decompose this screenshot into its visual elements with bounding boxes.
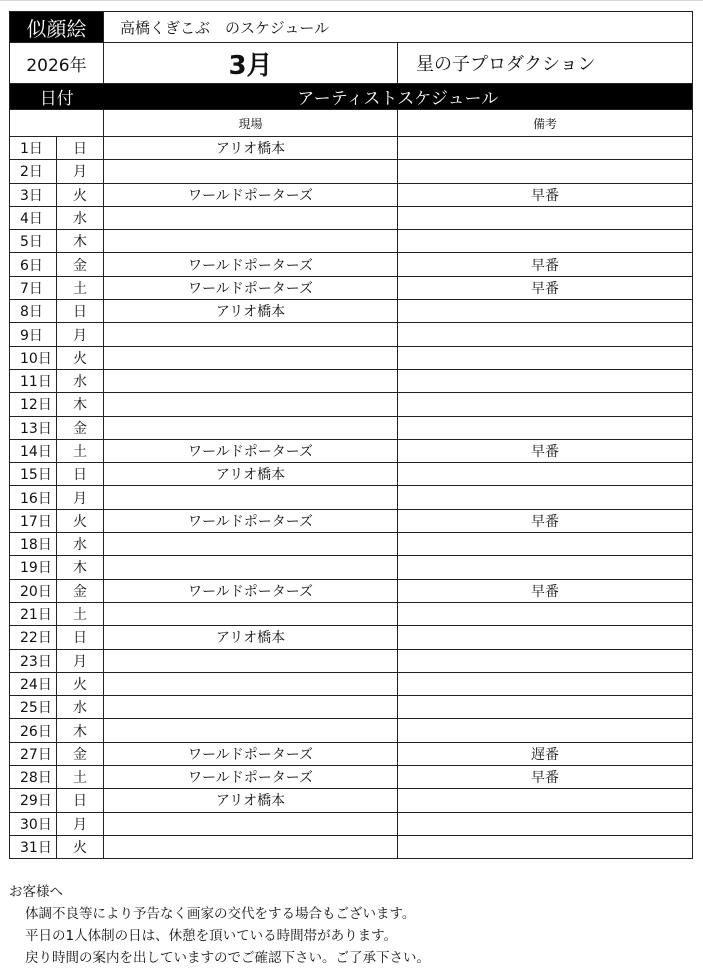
place-cell: アリオ橋本 [104, 626, 398, 649]
note-cell [398, 416, 693, 439]
weekday-cell: 火 [57, 672, 104, 695]
day-cell: 12日 [10, 393, 57, 416]
place-cell [104, 230, 398, 253]
day-cell: 5日 [10, 230, 57, 253]
day-cell: 21日 [10, 602, 57, 625]
column-header-row [10, 110, 693, 137]
day-row [10, 579, 693, 602]
weekday-cell: 日 [57, 626, 104, 649]
note-cell [398, 696, 693, 719]
place-cell: アリオ橋本 [104, 300, 398, 323]
place-cell: ワールドポーターズ [104, 766, 398, 789]
day-row [10, 206, 693, 229]
agency-name: 星の子プロダクション [398, 43, 693, 84]
day-cell: 10日 [10, 346, 57, 369]
day-row [10, 439, 693, 462]
day-row [10, 835, 693, 858]
note-cell [398, 323, 693, 346]
weekday-cell: 金 [57, 253, 104, 276]
day-row [10, 649, 693, 672]
day-row [10, 346, 693, 369]
weekday-cell: 火 [57, 183, 104, 206]
day-cell: 29日 [10, 789, 57, 812]
place-cell: ワールドポーターズ [104, 579, 398, 602]
day-cell: 16日 [10, 486, 57, 509]
place-cell [104, 416, 398, 439]
note-cell: 早番 [398, 579, 693, 602]
weekday-cell: 水 [57, 369, 104, 392]
header-row [10, 12, 693, 43]
note-cell [398, 486, 693, 509]
weekday-cell: 土 [57, 439, 104, 462]
day-cell: 7日 [10, 276, 57, 299]
day-row [10, 742, 693, 765]
note-cell [398, 393, 693, 416]
day-cell: 3日 [10, 183, 57, 206]
place-cell [104, 206, 398, 229]
weekday-cell: 火 [57, 835, 104, 858]
weekday-cell: 木 [57, 230, 104, 253]
customer-notice [9, 881, 692, 969]
weekday-cell: 火 [57, 509, 104, 532]
day-row [10, 486, 693, 509]
note-cell [398, 137, 693, 160]
date-column-label: 日付 [10, 84, 104, 110]
schedule-title: アーティストスケジュール [104, 84, 693, 110]
note-cell [398, 789, 693, 812]
note-cell: 早番 [398, 183, 693, 206]
weekday-cell: 月 [57, 812, 104, 835]
day-cell: 8日 [10, 300, 57, 323]
day-cell: 1日 [10, 137, 57, 160]
day-cell: 18日 [10, 533, 57, 556]
notice-line: 体調不良等により予告なく画家の交代をする場合もございます。 [25, 906, 416, 922]
day-row [10, 509, 693, 532]
note-cell [398, 719, 693, 742]
day-cell: 11日 [10, 369, 57, 392]
weekday-cell: 土 [57, 602, 104, 625]
weekday-cell: 土 [57, 276, 104, 299]
place-cell [104, 696, 398, 719]
day-cell: 4日 [10, 206, 57, 229]
day-row [10, 533, 693, 556]
weekday-cell: 月 [57, 486, 104, 509]
weekday-cell: 日 [57, 789, 104, 812]
day-row [10, 556, 693, 579]
weekday-cell: 水 [57, 696, 104, 719]
place-cell [104, 649, 398, 672]
note-cell [398, 463, 693, 486]
place-cell [104, 556, 398, 579]
place-cell: アリオ橋本 [104, 137, 398, 160]
day-row [10, 812, 693, 835]
place-cell: ワールドポーターズ [104, 439, 398, 462]
note-cell [398, 533, 693, 556]
weekday-cell: 土 [57, 766, 104, 789]
day-cell: 25日 [10, 696, 57, 719]
note-cell [398, 300, 693, 323]
day-cell: 9日 [10, 323, 57, 346]
day-row [10, 416, 693, 439]
day-cell: 31日 [10, 835, 57, 858]
month-label: 3月 [104, 43, 398, 84]
note-cell [398, 672, 693, 695]
day-cell: 19日 [10, 556, 57, 579]
weekday-cell: 金 [57, 416, 104, 439]
day-row [10, 253, 693, 276]
day-cell: 6日 [10, 253, 57, 276]
place-cell: ワールドポーターズ [104, 253, 398, 276]
note-cell [398, 230, 693, 253]
weekday-cell: 木 [57, 719, 104, 742]
note-cell [398, 835, 693, 858]
day-row [10, 276, 693, 299]
day-cell: 26日 [10, 719, 57, 742]
weekday-cell: 木 [57, 393, 104, 416]
weekday-cell: 木 [57, 556, 104, 579]
day-cell: 2日 [10, 160, 57, 183]
note-cell: 早番 [398, 766, 693, 789]
day-row [10, 672, 693, 695]
note-cell [398, 369, 693, 392]
notice-greeting: お客様へ [9, 884, 63, 900]
place-cell [104, 533, 398, 556]
place-cell: アリオ橋本 [104, 789, 398, 812]
notice-line: 平日の1人体制の日は、休憩を頂いている時間帯があります。 [25, 928, 398, 944]
note-cell: 遅番 [398, 742, 693, 765]
place-cell [104, 160, 398, 183]
place-cell [104, 835, 398, 858]
month-row [10, 43, 693, 84]
day-cell: 14日 [10, 439, 57, 462]
brand-label: 似顔絵 [10, 12, 104, 43]
day-row [10, 183, 693, 206]
note-cell [398, 602, 693, 625]
day-row [10, 719, 693, 742]
note-cell [398, 649, 693, 672]
day-cell: 15日 [10, 463, 57, 486]
day-row [10, 696, 693, 719]
weekday-cell: 月 [57, 323, 104, 346]
day-cell: 13日 [10, 416, 57, 439]
place-cell [104, 719, 398, 742]
place-cell [104, 369, 398, 392]
note-cell: 早番 [398, 276, 693, 299]
note-cell: 早番 [398, 509, 693, 532]
place-cell: ワールドポーターズ [104, 742, 398, 765]
day-row [10, 300, 693, 323]
note-cell [398, 812, 693, 835]
note-cell [398, 346, 693, 369]
place-column-header: 現場 [104, 110, 398, 137]
note-cell [398, 556, 693, 579]
day-row [10, 789, 693, 812]
day-row [10, 369, 693, 392]
weekday-cell: 火 [57, 346, 104, 369]
place-cell [104, 812, 398, 835]
weekday-cell: 水 [57, 533, 104, 556]
schedule-table [9, 11, 693, 859]
day-cell: 24日 [10, 672, 57, 695]
notice-line: 戻り時間の案内を出していますのでご確認下さい。ご了承下さい。 [25, 950, 430, 966]
weekday-cell: 金 [57, 742, 104, 765]
place-cell: ワールドポーターズ [104, 183, 398, 206]
year-label: 2026年 [10, 43, 104, 84]
weekday-cell: 金 [57, 579, 104, 602]
place-cell [104, 346, 398, 369]
day-cell: 27日 [10, 742, 57, 765]
place-cell: ワールドポーターズ [104, 276, 398, 299]
day-row [10, 137, 693, 160]
note-cell: 早番 [398, 253, 693, 276]
day-cell: 30日 [10, 812, 57, 835]
weekday-cell: 月 [57, 160, 104, 183]
day-row [10, 323, 693, 346]
note-cell [398, 626, 693, 649]
place-cell: アリオ橋本 [104, 463, 398, 486]
place-cell [104, 602, 398, 625]
weekday-cell: 月 [57, 649, 104, 672]
day-cell: 17日 [10, 509, 57, 532]
weekday-cell: 日 [57, 300, 104, 323]
date-header-cell [10, 110, 104, 137]
owner-title: 高橋くぎこぶ のスケジュール [104, 12, 693, 43]
top-divider [0, 0, 703, 1]
day-cell: 20日 [10, 579, 57, 602]
note-column-header: 備考 [398, 110, 693, 137]
place-cell [104, 486, 398, 509]
day-row [10, 230, 693, 253]
place-cell [104, 393, 398, 416]
day-cell: 23日 [10, 649, 57, 672]
note-cell [398, 206, 693, 229]
note-cell: 早番 [398, 439, 693, 462]
place-cell [104, 323, 398, 346]
section-band [10, 84, 693, 110]
note-cell [398, 160, 693, 183]
day-row [10, 626, 693, 649]
day-row [10, 602, 693, 625]
weekday-cell: 日 [57, 463, 104, 486]
day-row [10, 766, 693, 789]
day-cell: 28日 [10, 766, 57, 789]
place-cell: ワールドポーターズ [104, 509, 398, 532]
weekday-cell: 水 [57, 206, 104, 229]
day-row [10, 463, 693, 486]
day-row [10, 393, 693, 416]
day-row [10, 160, 693, 183]
weekday-cell: 日 [57, 137, 104, 160]
day-cell: 22日 [10, 626, 57, 649]
place-cell [104, 672, 398, 695]
